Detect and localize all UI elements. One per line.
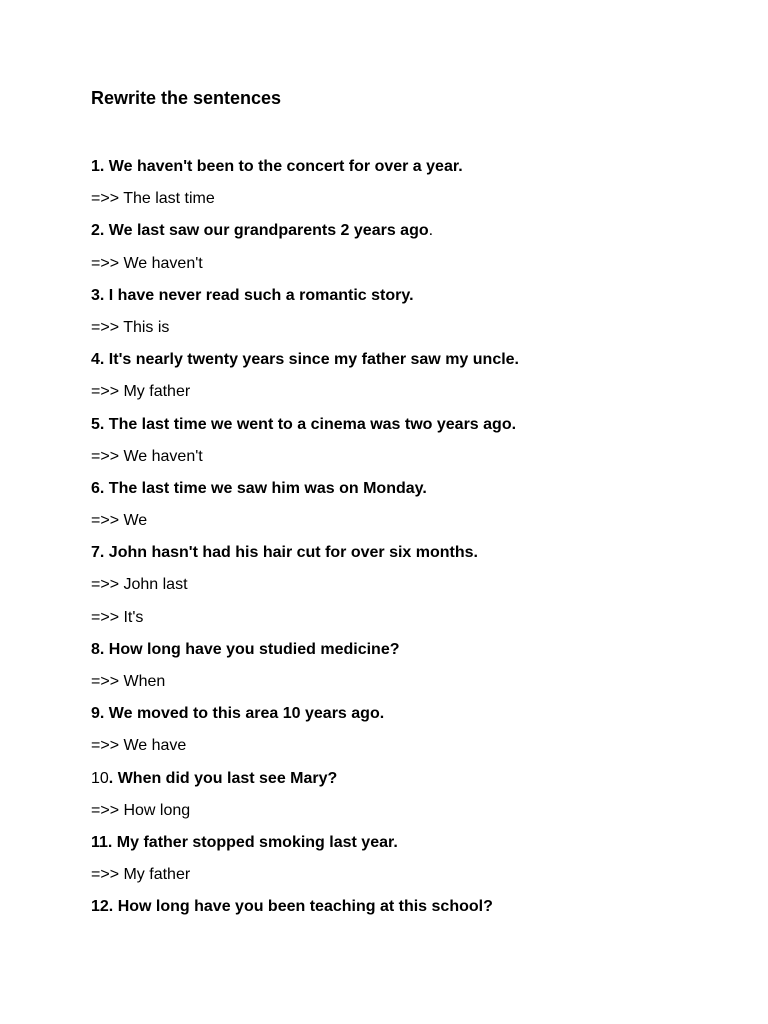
question-text: I have never read such a romantic story. bbox=[104, 286, 414, 304]
answer-prompt: =>> It's bbox=[91, 608, 144, 626]
question-number: 10 bbox=[91, 769, 109, 787]
question-number: 2. bbox=[91, 222, 105, 240]
question-sentence bbox=[91, 702, 731, 734]
question-text: We moved to this area 10 years ago. bbox=[104, 705, 385, 723]
question-number: 6. bbox=[91, 479, 105, 497]
question-sentence bbox=[91, 219, 731, 251]
question-text: My father stopped smoking last year. bbox=[112, 833, 398, 851]
question-text: John hasn't had his hair cut for over six months. bbox=[104, 544, 478, 562]
question-tail: . bbox=[428, 222, 434, 240]
question-sentence bbox=[91, 895, 731, 927]
question-text: The last time we saw him was on Monday. bbox=[104, 479, 427, 497]
answer-prompt: =>> We bbox=[91, 512, 148, 530]
question-number: 8. bbox=[91, 640, 105, 658]
answer-prompt: =>> My father bbox=[91, 866, 191, 884]
answer-prompt: =>> We haven't bbox=[91, 254, 203, 272]
question-number: 3. bbox=[91, 286, 105, 304]
question-text: It's nearly twenty years since my father saw my uncle. bbox=[104, 351, 519, 369]
question-number: 9. bbox=[91, 705, 105, 723]
answer-prompt: =>> This is bbox=[91, 318, 170, 336]
question-sentence bbox=[91, 477, 731, 509]
question-text: We haven't been to the concert for over a year. bbox=[104, 158, 463, 175]
answer-prompt: =>> When bbox=[91, 673, 166, 690]
question-sentence bbox=[91, 413, 731, 445]
question-number: 11. bbox=[91, 833, 113, 851]
document-page bbox=[91, 0, 731, 1024]
question-number: 4. bbox=[91, 351, 105, 369]
answer-prompt: =>> The last time bbox=[91, 190, 215, 208]
answer-prompt: =>> We haven't bbox=[91, 447, 203, 465]
question-sentence bbox=[91, 284, 731, 316]
question-text: How long have you been teaching at this school? bbox=[113, 898, 493, 916]
answer-prompt: =>> How long bbox=[91, 801, 191, 819]
answer-prompt: =>> We have bbox=[91, 737, 187, 755]
exercise-list bbox=[91, 155, 731, 928]
answer-prompt: =>> My father bbox=[91, 383, 191, 401]
question-text: The last time we went to a cinema was two years ago. bbox=[104, 415, 517, 433]
document-title: Rewrite the sentences bbox=[91, 88, 282, 108]
question-text: We last saw our grandparents 2 years ago bbox=[104, 222, 429, 240]
question-sentence bbox=[91, 348, 731, 380]
question-number: 1. bbox=[91, 158, 105, 175]
question-number: 5. bbox=[91, 415, 105, 433]
question-text: . When did you last see Mary? bbox=[108, 769, 338, 787]
question-sentence bbox=[91, 638, 731, 670]
question-sentence bbox=[91, 767, 731, 799]
question-sentence bbox=[91, 155, 731, 187]
question-number: 7. bbox=[91, 544, 105, 562]
question-sentence bbox=[91, 831, 731, 863]
answer-prompt: =>> John last bbox=[91, 576, 188, 594]
question-sentence bbox=[91, 541, 731, 573]
question-number: 12. bbox=[91, 898, 114, 916]
question-text: How long have you studied medicine? bbox=[104, 640, 400, 658]
